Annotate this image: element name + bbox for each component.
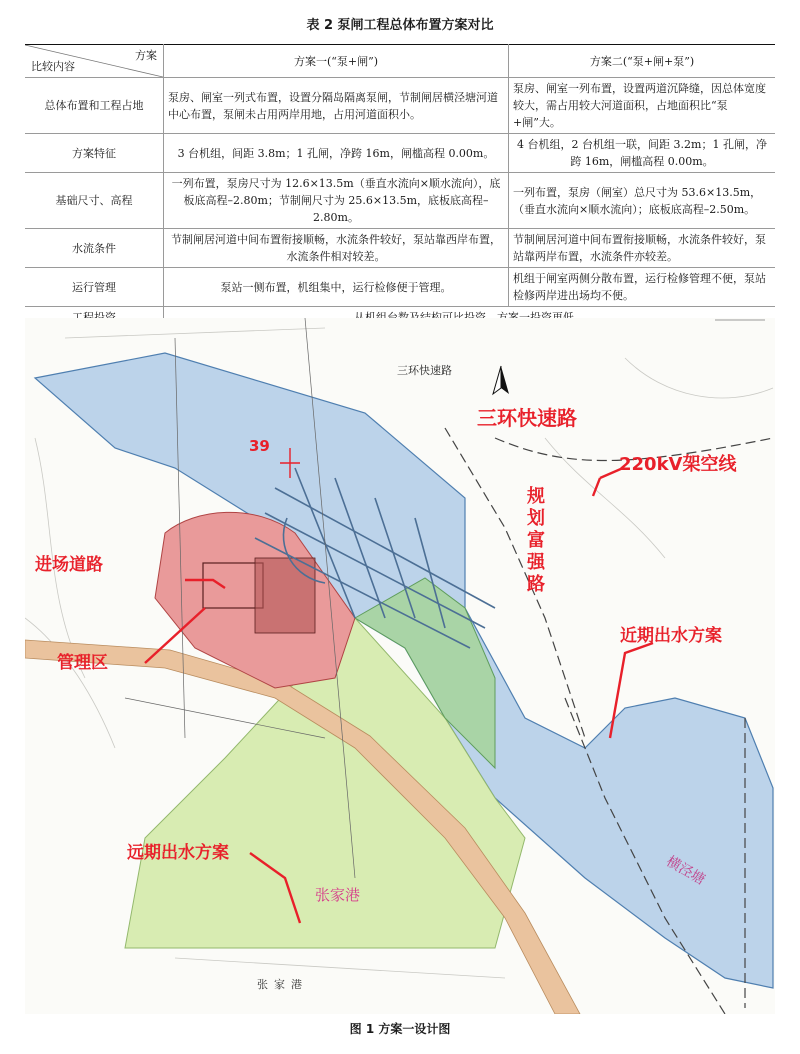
row-label: 总体布置和工程占地 [25,78,164,134]
north-arrow-icon [487,364,515,404]
label-third-ring-small: 三环快速路 [397,364,452,377]
row-label: 基础尺寸、高程 [25,173,164,229]
scheme1-cell: 泵房、闸室一列式布置，设置分隔岛隔离泵闸，节制闸居横泾塘河道中心布置，泵闸未占用两岸用地，占用河道面积小。 [164,78,509,134]
label-marker-39: 39 [249,437,270,455]
label-zhangjiagang-bottom: 张家港 [257,978,308,991]
col-header-scheme2: 方案二(“泵+闸+泵”) [509,45,776,78]
table-row [25,134,775,173]
hatched-area [255,558,315,633]
figure-caption: 图 1 方案一设计图 [349,1022,451,1036]
corner-label-content: 比较内容 [31,60,75,73]
row-label: 方案特征 [25,134,164,173]
label-access-road: 进场道路 [35,555,103,575]
row-label: 运行管理 [25,268,164,307]
label-far-outlet: 远期出水方案 [127,843,229,863]
label-near-outlet: 近期出水方案 [620,626,722,646]
scheme2-cell: 机组于闸室两侧分散布置，运行检修管理不便，泵站检修两岸进出场均不便。 [509,268,776,307]
label-220kv-line: 220kV架空线 [619,454,737,475]
scheme1-cell: 节制闸居河道中间布置衔接顺畅，水流条件较好，泵站靠西岸布置，水流条件相对较差。 [164,229,509,268]
corner-label-scheme: 方案 [135,49,157,62]
table-row [25,268,775,307]
table-row [25,173,775,229]
comparison-table [25,44,775,329]
scheme1-cell: 一列布置，泵房尺寸为 12.6×13.5m（垂直水流向×顺水流向），底板底高程–2.80m；节制闸尺寸为 25.6×13.5m，底板底高程–2.80m。 [164,173,509,229]
label-management-area: 管理区 [57,653,108,673]
table-header-row [25,45,775,78]
col-header-scheme1: 方案一(“泵+闸”) [164,45,509,78]
table-title: 表 2 泵闸工程总体布置方案对比 [306,18,494,33]
table-row [25,78,775,134]
scheme2-cell: 4 台机组，2 台机组一联，间距 3.2m；1 孔闸，净跨 16m，闸槛高程 0.00m。 [509,134,776,173]
diagonal-header-cell [25,45,164,78]
row-label: 水流条件 [25,229,164,268]
design-map [25,318,775,1014]
map-canvas [25,318,775,1014]
label-fuqiang-road: 规划富强路 [527,486,545,595]
scheme2-cell: 一列布置，泵房（闸室）总尺寸为 53.6×13.5m，（垂直水流向×顺水流向）；底板底高程–2.50m。 [509,173,776,229]
scheme1-cell: 泵站一侧布置，机组集中，运行检修便于管理。 [164,268,509,307]
scheme2-cell: 泵房、闸室一列布置，设置两道沉降缝，因总体宽度较大，需占用较大河道面积，占地面积比“泵+闸”大。 [509,78,776,134]
label-hengjingtang: 横泾塘 [663,853,708,889]
table-row [25,229,775,268]
scheme2-cell: 节制闸居河道中间布置衔接顺畅，水流条件较好，泵站靠两岸布置，水流条件亦较差。 [509,229,776,268]
label-zhangjiagang: 张家港 [315,886,361,904]
scheme1-cell: 3 台机组，间距 3.8m；1 孔闸，净跨 16m，闸槛高程 0.00m。 [164,134,509,173]
label-third-ring: 三环快速路 [477,406,577,430]
